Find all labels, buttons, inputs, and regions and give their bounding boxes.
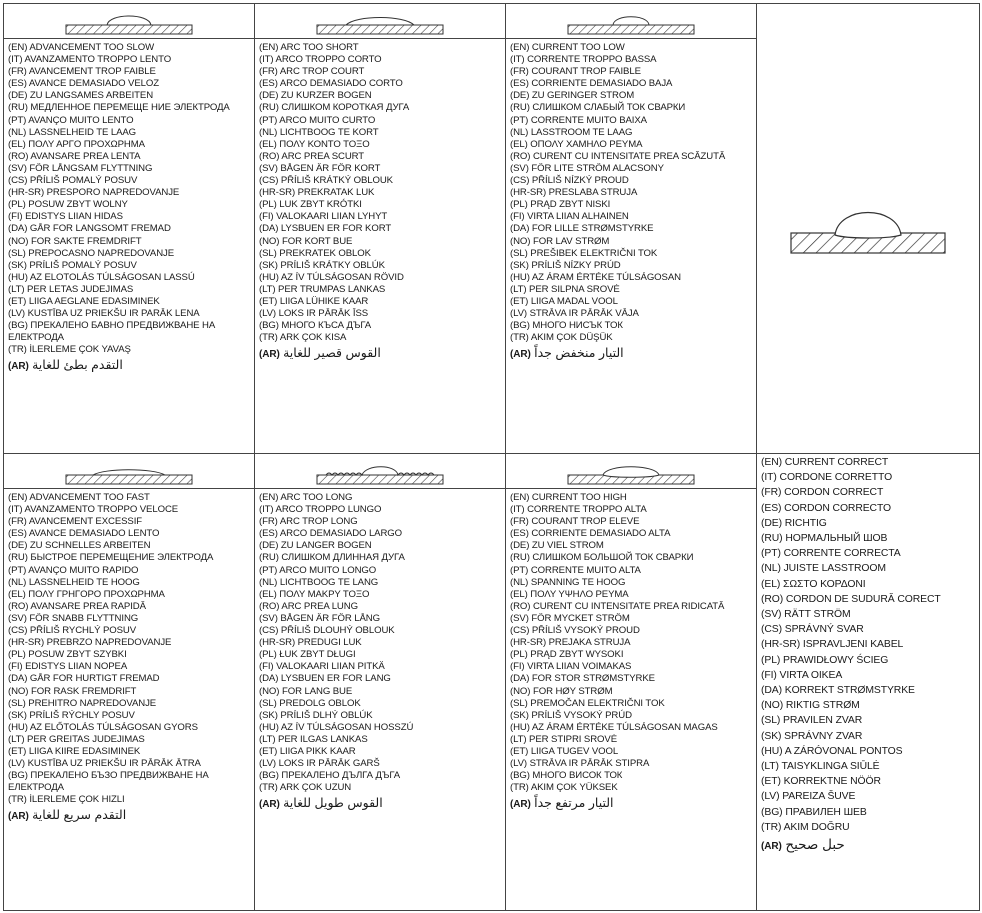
language-line: (DA) FOR STOR STRØMSTYRKE bbox=[510, 673, 655, 685]
cell-arc-too-short bbox=[254, 3, 506, 454]
language-line: (NL) SPANNING TE HOOG bbox=[510, 576, 626, 588]
language-line: (SL) PREŠIBEK ELEKTRIČNI TOK bbox=[510, 247, 658, 259]
language-line: (SV) BÅGEN ÄR FÖR LÅNG bbox=[259, 612, 380, 624]
language-line: (LT) PER SILPNA SROVĖ bbox=[510, 283, 620, 295]
language-line: (FI) EDISTYS LIIAN HIDAS bbox=[8, 211, 123, 223]
language-line: (ET) LIIGA MADAL VOOL bbox=[510, 295, 618, 307]
language-line: (FI) VIRTA LIIAN ALHAINEN bbox=[510, 211, 629, 223]
language-line: (SK) PRÍLIŠ KRÁTKY OBLÚK bbox=[259, 259, 385, 271]
language-line: (EL) ΠΟΛΥ ΑΡΓΟ ΠΡΟΧΩΡΗΜΑ bbox=[8, 138, 145, 150]
language-line: (HU) AZ ÁRAM ÉRTÉKE TÚLSÁGOSAN MAGAS bbox=[510, 721, 718, 733]
language-line: (SK) SPRÁVNY ZVAR bbox=[761, 730, 863, 742]
language-line: (PT) CORRENTE CORRECTA bbox=[761, 548, 901, 560]
language-line: (EN) ARC TOO LONG bbox=[259, 492, 353, 503]
language-line: (SK) PRÍLIŠ DLHÝ OBLÚK bbox=[259, 709, 373, 721]
language-line: (BG) МНОГО КЪСА ДЪГА bbox=[259, 320, 372, 332]
language-line: (FI) VIRTA LIIAN VOIMAKAS bbox=[510, 661, 632, 673]
language-line: (NL) LASSNELHEID TE LAAG bbox=[8, 126, 137, 138]
language-line: ЕЛЕКТРОДА bbox=[8, 782, 64, 794]
language-line: (FI) VALOKAARI LIIAN PITKÄ bbox=[259, 661, 385, 673]
language-line: (HR-SR) ISPRAVLJENI KABEL bbox=[761, 639, 904, 651]
language-line: (LT) PER ILGAS LANKAS bbox=[259, 733, 368, 745]
language-line: (DA) GÅR FOR LANGSOMT FREMAD bbox=[8, 223, 171, 235]
language-line: (FR) CORDON CORRECT bbox=[761, 487, 884, 499]
language-line: (PT) CORRENTE MUITO BAIXA bbox=[510, 114, 647, 126]
language-line: (PL) PRĄD ZBYT NISKI bbox=[510, 199, 611, 211]
language-line: (IT) AVANZAMENTO TROPPO VELOCE bbox=[8, 504, 179, 516]
language-line: (LV) LOKS IR PĀRĀK ĪSS bbox=[259, 308, 369, 320]
arabic-line bbox=[510, 795, 756, 813]
language-line: (HR-SR) PRESLABA STRUJA bbox=[510, 187, 638, 199]
cell-current-correct bbox=[756, 453, 980, 911]
language-line: (CS) PŘÍLIŠ KRÁTKÝ OBLOUK bbox=[259, 175, 393, 187]
language-line: (ET) LIIGA PIKK KAAR bbox=[259, 745, 356, 757]
arabic-language-code: (AR) bbox=[259, 349, 280, 361]
language-line: (CS) PŘÍLIŠ VYSOKÝ PROUD bbox=[510, 625, 640, 637]
language-line: (ET) KORREKTNE NÖÖR bbox=[761, 776, 881, 788]
language-line: (HU) AZ ÁRAM ÉRTÉKE TÚLSÁGOSAN bbox=[510, 271, 681, 283]
language-line: (DA) FOR LILLE STRØMSTYRKE bbox=[510, 223, 654, 235]
language-line: (LV) KUSTĪBA UZ PRIEKŠU IR PARĀK LENA bbox=[8, 308, 200, 320]
language-line: (EL) ΣΩΣΤΟ ΚΟΡΔΟΝΙ bbox=[761, 578, 866, 590]
language-line: (FR) AVANCEMENT TROP FAIBLE bbox=[8, 66, 156, 78]
arabic-text: التقدم سريع للغاية bbox=[32, 808, 127, 823]
language-line: (LT) TAISYKLINGA SIŪLĖ bbox=[761, 761, 880, 773]
language-line: (NO) FOR RASK FREMDRIFT bbox=[8, 685, 137, 697]
language-line: (TR) ARK ÇOK KISA bbox=[259, 332, 347, 344]
language-line: (SV) FÖR MYCKET STRÖM bbox=[510, 612, 630, 624]
arabic-language-code: (AR) bbox=[8, 361, 29, 373]
language-line: (EN) ARC TOO SHORT bbox=[259, 42, 359, 53]
arabic-language-code: (AR) bbox=[259, 799, 280, 811]
language-line: (EN) CURRENT TOO HIGH bbox=[510, 492, 627, 503]
language-line: (TR) ARK ÇOK UZUN bbox=[259, 782, 352, 794]
language-line: (LT) PER TRUMPAS LANKAS bbox=[259, 283, 386, 295]
language-line: (CS) SPRÁVNÝ SVAR bbox=[761, 624, 864, 636]
language-line: (DE) RICHTIG bbox=[761, 517, 827, 529]
weld-bead-correct-large-icon bbox=[757, 4, 979, 453]
language-line: (IT) CORRENTE TROPPO ALTA bbox=[510, 504, 647, 516]
arabic-line bbox=[259, 795, 505, 813]
language-line: (PL) PRAWIDŁOWY ŚCIEG bbox=[761, 654, 889, 666]
text-lines bbox=[4, 489, 254, 825]
language-line: (SL) PREPOCASNO NAPREDOVANJE bbox=[8, 247, 175, 259]
language-line: (SL) PREMOČAN ELEKTRIČNI TOK bbox=[510, 697, 665, 709]
weld-bead-flat-wide-icon bbox=[4, 454, 254, 489]
language-line: (NL) LASSTROOM TE LAAG bbox=[510, 126, 633, 138]
language-line: (ES) CORRIENTE DEMASIADO ALTA bbox=[510, 528, 671, 540]
arabic-text: القوس طويل للغاية bbox=[283, 796, 383, 811]
cell-correct-weld-illustration bbox=[756, 3, 980, 454]
language-line: (IT) ARCO TROPPO CORTO bbox=[259, 54, 382, 66]
language-line: (PT) ARCO MUITO CURTO bbox=[259, 114, 376, 126]
language-line: (RU) СЛИШКОМ ДЛИННАЯ ДУГА bbox=[259, 552, 405, 564]
language-line: (NO) FOR LAV STRØM bbox=[510, 235, 610, 247]
language-line: (NL) JUISTE LASSTROOM bbox=[761, 563, 886, 575]
language-line: (HR-SR) PREKRATAK LUK bbox=[259, 187, 375, 199]
text-lines bbox=[4, 39, 254, 375]
language-line: (HU) AZ ÍV TÚLSÁGOSAN HOSSZÚ bbox=[259, 721, 414, 733]
language-line: (SL) PREHITRO NAPREDOVANJE bbox=[8, 697, 157, 709]
language-line: (FR) COURANT TROP ELEVE bbox=[510, 516, 640, 528]
arabic-language-code: (AR) bbox=[510, 799, 531, 811]
language-line: (BG) ПРАВИЛЕН ШЕВ bbox=[761, 806, 867, 818]
language-line: (RU) СЛИШКОМ СЛАБЫЙ ТОК СВАРКИ bbox=[510, 102, 686, 114]
language-line: ЕЛЕКТРОДА bbox=[8, 332, 64, 344]
language-line: (DA) LYSBUEN ER FOR KORT bbox=[259, 223, 392, 235]
language-line: (BG) ПРЕКАЛЕНО БЪЗО ПРЕДВИЖВАНЕ НА bbox=[8, 770, 209, 782]
language-line: (DA) KORREKT STRØMSTYRKE bbox=[761, 685, 915, 697]
language-line: (NO) FOR LANG BUE bbox=[259, 685, 353, 697]
language-line: (ET) LIIGA AEGLANE EDASIMINEK bbox=[8, 295, 160, 307]
language-line: (IT) CORDONE CORRETTO bbox=[761, 472, 893, 484]
language-line: (FR) ARC TROP COURT bbox=[259, 66, 365, 78]
weld-bead-short-arc-icon bbox=[255, 4, 505, 39]
language-line: (IT) CORRENTE TROPPO BASSA bbox=[510, 54, 657, 66]
text-lines bbox=[757, 454, 979, 856]
language-line: (RO) AVANSARE PREA RAPIDĂ bbox=[8, 600, 146, 612]
language-line: (EL) ΠΟΛΥ ΚΟΝΤΟ ΤΟΞΟ bbox=[259, 138, 370, 150]
language-line: (TR) İLERLEME ÇOK YAVAŞ bbox=[8, 344, 131, 356]
cell-current-too-high bbox=[505, 453, 757, 911]
language-line: (DE) ZU KURZER BOGEN bbox=[259, 90, 372, 102]
language-line: (PT) CORRENTE MUITO ALTA bbox=[510, 564, 641, 576]
language-line: (HU) AZ ELOTOLÁS TÚLSÁGOSAN LASSÚ bbox=[8, 271, 195, 283]
language-line: (LT) PER LETAS JUDEJIMAS bbox=[8, 283, 134, 295]
language-line: (FI) EDISTYS LIIAN NOPEA bbox=[8, 661, 128, 673]
language-line: (ET) LIIGA LÜHIKE KAAR bbox=[259, 295, 369, 307]
language-line: (TR) AKIM DOĞRU bbox=[761, 821, 850, 833]
weld-bead-high-current-icon bbox=[506, 454, 756, 489]
language-line: (EL) ΠΟΛΥ ΓΡΗΓΟΡΟ ΠΡΟΧΩΡΗΜΑ bbox=[8, 588, 165, 600]
language-line: (SV) BÅGEN ÄR FÖR KORT bbox=[259, 162, 381, 174]
language-line: (TR) İLERLEME ÇOK HIZLI bbox=[8, 794, 125, 806]
arabic-line bbox=[259, 345, 505, 363]
language-line: (SL) PRAVILEN ZVAR bbox=[761, 715, 863, 727]
language-line: (DE) ZU LANGER BOGEN bbox=[259, 540, 372, 552]
language-line: (CS) PŘÍLIŠ RYCHLÝ POSUV bbox=[8, 625, 137, 637]
language-line: (RO) ARC PREA LUNG bbox=[259, 600, 358, 612]
cell-advancement-too-slow bbox=[3, 3, 255, 454]
arabic-text: حبل صحيح bbox=[785, 837, 845, 853]
language-line: (DE) ZU LANGSAMES ARBEITEN bbox=[8, 90, 154, 102]
language-line: (RO) CURENT CU INTENSITATE PREA RIDICATĂ bbox=[510, 600, 725, 612]
language-line: (RO) CORDON DE SUDURĂ CORECT bbox=[761, 593, 941, 605]
language-line: (FI) VALOKAARI LIIAN LYHYT bbox=[259, 211, 388, 223]
language-line: (CS) PŘÍLIŠ POMALÝ POSUV bbox=[8, 175, 138, 187]
language-line: (RU) НОРМАЛЬНЫЙ ШОВ bbox=[761, 533, 888, 545]
language-line: (PT) AVANÇO MUITO LENTO bbox=[8, 114, 134, 126]
language-line: (EN) ADVANCEMENT TOO SLOW bbox=[8, 42, 155, 53]
language-line: (DE) ZU SCHNELLES ARBEITEN bbox=[8, 540, 151, 552]
text-lines bbox=[506, 489, 756, 813]
language-line: (RO) AVANSARE PREA LENTA bbox=[8, 150, 141, 162]
language-line: (PL) LUK ZBYT KRÓTKI bbox=[259, 199, 362, 211]
language-line: (NO) FOR KORT BUE bbox=[259, 235, 353, 247]
language-line: (NO) FOR SAKTE FREMDRIFT bbox=[8, 235, 142, 247]
language-line: (CS) PŘÍLIŠ DLOUHÝ OBLOUK bbox=[259, 625, 395, 637]
language-line: (EL) ΠΟΛΥ ΜΑΚΡΥ ΤΟΞΟ bbox=[259, 588, 370, 600]
language-line: (DE) ZU GERINGER STROM bbox=[510, 90, 635, 102]
language-line: (CS) PŘÍLIŠ NÍZKÝ PROUD bbox=[510, 175, 629, 187]
language-line: (LV) STRĀVA IR PĀRĀK VĀJA bbox=[510, 308, 639, 320]
language-line: (BG) ПРЕКАЛЕНО ДЪЛГА ДЪГА bbox=[259, 770, 401, 782]
language-line: (SL) PREDOLG OBLOK bbox=[259, 697, 361, 709]
language-line: (NO) FOR HØY STRØM bbox=[510, 685, 613, 697]
language-line: (SV) FÖR LITE STRÖM ALACSONY bbox=[510, 162, 664, 174]
language-line: (SV) RÄTT STRÖM bbox=[761, 609, 851, 621]
weld-defects-table bbox=[3, 3, 979, 910]
language-line: (RO) ARC PREA SCURT bbox=[259, 150, 365, 162]
language-line: (NO) RIKTIG STRØM bbox=[761, 700, 860, 712]
language-line: (RU) МЕДЛЕННОЕ ПЕРЕМЕЩЕ НИЕ ЭЛЕКТРОДА bbox=[8, 102, 230, 114]
language-line: (ES) CORRIENTE DEMASIADO BAJA bbox=[510, 78, 673, 90]
arabic-text: التيار منخفض جداً bbox=[534, 346, 624, 361]
language-line: (ES) ARCO DEMASIADO LARGO bbox=[259, 528, 403, 540]
language-line: (ET) LIIGA TUGEV VOOL bbox=[510, 745, 619, 757]
language-line: (IT) AVANZAMENTO TROPPO LENTO bbox=[8, 54, 172, 66]
language-line: (TR) AKIM ÇOK YÜKSEK bbox=[510, 782, 618, 794]
language-line: (PL) ŁUK ZBYT DŁUGI bbox=[259, 649, 356, 661]
language-line: (DE) ZU VIEL STROM bbox=[510, 540, 604, 552]
text-lines bbox=[255, 39, 505, 363]
arabic-text: التيار مرتفع جداً bbox=[534, 796, 614, 811]
language-line: (RU) СЛИШКОМ КОРОТКАЯ ДУГА bbox=[259, 102, 410, 114]
language-line: (SK) PRÍLIŠ POMALÝ POSUV bbox=[8, 259, 137, 271]
language-line: (BG) МНОГО НИСЪК ТОК bbox=[510, 320, 623, 332]
language-line: (PL) POSUW ZBYT SZYBKI bbox=[8, 649, 127, 661]
arabic-language-code: (AR) bbox=[761, 841, 782, 853]
language-line: (NL) LASSNELHEID TE HOOG bbox=[8, 576, 140, 588]
language-line: (HU) AZ ELŐTOLÁS TÚLSÁGOSAN GYORS bbox=[8, 721, 198, 733]
language-line: (HR-SR) PREJAKA STRUJA bbox=[510, 637, 631, 649]
language-line: (SV) FÖR SNABB FLYTTNING bbox=[8, 612, 139, 624]
language-line: (LV) KUSTĪBA UZ PRIEKŠU IR PĀRĀK ĀTRA bbox=[8, 758, 201, 770]
language-line: (RU) БЫСТРОЕ ПЕРЕМЕЩЕНИЕ ЭЛЕКТРОДА bbox=[8, 552, 214, 564]
arabic-line bbox=[8, 807, 254, 825]
language-line: (EL) ΟΠΟΛΥ ΧΑΜΗΛΟ ΡΕΥΜΑ bbox=[510, 138, 643, 150]
weld-bead-low-current-icon bbox=[506, 4, 756, 39]
language-line: (ES) ARCO DEMASIADO CORTO bbox=[259, 78, 403, 90]
language-line: (LV) PAREIZA ŠUVE bbox=[761, 791, 856, 803]
language-line: (FR) ARC TROP LONG bbox=[259, 516, 358, 528]
arabic-line bbox=[761, 836, 979, 856]
language-line: (ES) AVANCE DEMASIADO LENTO bbox=[8, 528, 160, 540]
language-line: (EN) CURRENT TOO LOW bbox=[510, 42, 625, 53]
arabic-text: القوس قصير للغاية bbox=[283, 346, 381, 361]
language-line: (BG) МНОГО ВИСОК ТОК bbox=[510, 770, 623, 782]
language-line: (LT) PER GREITAS JUDEJIMAS bbox=[8, 733, 145, 745]
language-line: (LV) STRĀVA IR PĀRĀK STIPRA bbox=[510, 758, 650, 770]
arabic-language-code: (AR) bbox=[8, 811, 29, 823]
language-line: (HR-SR) PREBRZO NAPREDOVANJE bbox=[8, 637, 172, 649]
language-line: (PL) POSUW ZBYT WOLNY bbox=[8, 199, 128, 211]
language-line: (FR) COURANT TROP FAIBLE bbox=[510, 66, 641, 78]
cell-advancement-too-fast bbox=[3, 453, 255, 911]
language-line: (EL) ΠΟΛΥ ΥΨΗΛΟ ΡΕΥΜΑ bbox=[510, 588, 629, 600]
language-line: (SK) PRÍLIŠ NÍZKY PRÚD bbox=[510, 259, 621, 271]
cell-current-too-low bbox=[505, 3, 757, 454]
arabic-line bbox=[8, 357, 254, 375]
language-line: (LV) LOKS IR PĀRĀK GARŠ bbox=[259, 758, 380, 770]
language-line: (HU) AZ ÍV TÚLSÁGOSAN RÖVID bbox=[259, 271, 404, 283]
language-line: (ES) AVANCE DEMASIADO VELOZ bbox=[8, 78, 160, 90]
language-line: (RU) СЛИШКОМ БОЛЬШОЙ ТОК СВАРКИ bbox=[510, 552, 694, 564]
arabic-line bbox=[510, 345, 756, 363]
language-line: (DA) LYSBUEN ER FOR LANG bbox=[259, 673, 391, 685]
language-line: (NL) LICHTBOOG TE LANG bbox=[259, 576, 379, 588]
language-line: (EN) ADVANCEMENT TOO FAST bbox=[8, 492, 150, 503]
language-line: (HU) A ZÁRÓVONAL PONTOS bbox=[761, 745, 903, 757]
language-line: (ES) CORDON CORRECTO bbox=[761, 502, 892, 514]
language-line: (LT) PER STIPRI SROVĖ bbox=[510, 733, 618, 745]
weld-bead-narrow-tall-icon bbox=[4, 4, 254, 39]
language-line: (NL) LICHTBOOG TE KORT bbox=[259, 126, 379, 138]
language-line: (PT) AVANÇO MUITO RAPIDO bbox=[8, 564, 139, 576]
language-line: (PL) PRĄD ZBYT WYSOKI bbox=[510, 649, 624, 661]
arabic-text: التقدم بطئ للغاية bbox=[32, 358, 123, 373]
language-line: (DA) GÅR FOR HURTIGT FREMAD bbox=[8, 673, 160, 685]
language-line: (SL) PREKRATEK OBLOK bbox=[259, 247, 371, 259]
language-line: (BG) ПРЕКАЛЕНО БАВНО ПРЕДВИЖВАНЕ НА bbox=[8, 320, 216, 332]
language-line: (FR) AVANCEMENT EXCESSIF bbox=[8, 516, 143, 528]
language-line: (EN) CURRENT CORRECT bbox=[761, 457, 889, 468]
language-line: (FI) VIRTA OIKEA bbox=[761, 669, 843, 681]
text-lines bbox=[506, 39, 756, 363]
language-line: (HR-SR) PRESPORO NAPREDOVANJE bbox=[8, 187, 180, 199]
language-line: (HR-SR) PREDUGI LUK bbox=[259, 637, 362, 649]
language-line: (SV) FÖR LÅNGSAM FLYTTNING bbox=[8, 162, 153, 174]
language-line: (SK) PRÍLIŠ RÝCHLY POSUV bbox=[8, 709, 135, 721]
language-line: (SK) PRÍLIŠ VYSOKÝ PRÚD bbox=[510, 709, 632, 721]
arabic-language-code: (AR) bbox=[510, 349, 531, 361]
language-line: (RO) CURENT CU INTENSITATE PREA SCĂZUTĂ bbox=[510, 150, 726, 162]
language-line: (IT) ARCO TROPPO LUNGO bbox=[259, 504, 382, 516]
cell-arc-too-long bbox=[254, 453, 506, 911]
weld-bead-spatter-long-arc-icon bbox=[255, 454, 505, 489]
language-line: (PT) ARCO MUITO LONGO bbox=[259, 564, 377, 576]
text-lines bbox=[255, 489, 505, 813]
language-line: (TR) AKIM ÇOK DÜŞÜK bbox=[510, 332, 613, 344]
language-line: (ET) LIIGA KIIRE EDASIMINEK bbox=[8, 745, 141, 757]
